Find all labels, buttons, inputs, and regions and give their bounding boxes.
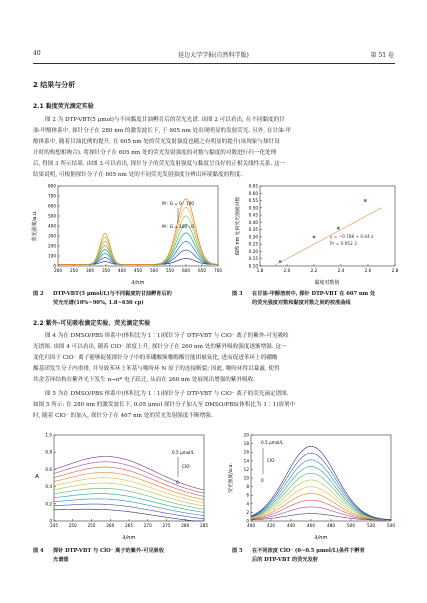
caption-line: 在不同浓度 ClO⁻ (0~0.5 μmol/L)条件下孵育 <box>252 548 365 554</box>
x-tick-label: 440 <box>287 523 295 528</box>
text-line: 醇体系中, 随着甘油比例的提升, 在 605 nm 处的荧光发射强度也随之有明显的提升(该现象与探针设 <box>33 139 280 145</box>
x-tick-label: 300 <box>86 268 94 273</box>
y-tick-label: 0.45 <box>248 212 258 218</box>
x-tick-label: 2.8 <box>391 268 399 273</box>
caption-number: 图 5 <box>232 548 243 554</box>
plot-frame <box>54 435 204 521</box>
data-point <box>313 236 316 239</box>
emission-curve <box>251 453 391 520</box>
x-axis-label: λ/nm <box>122 535 136 541</box>
caption-number: 图 2 <box>33 291 44 297</box>
clo-label: ClO⁻ <box>182 464 192 469</box>
y-tick-label: 2 <box>246 509 249 515</box>
page-number: 40 <box>33 50 41 57</box>
x-tick-label: 2.0 <box>283 268 291 273</box>
subsection-title-2-2: 2.2 紫外-可见吸收滴定实验、荧光滴定实验 <box>33 320 151 327</box>
x-tick-label: 1.8 <box>256 268 264 273</box>
y-tick-label: 0.55 <box>248 198 258 204</box>
absorption-curve <box>54 488 204 509</box>
spectrum-curve <box>58 259 218 265</box>
y-tick-label: 100 <box>48 253 56 259</box>
x-tick-label: 265 <box>125 523 133 528</box>
emission-curve <box>251 487 391 520</box>
x-tick-label: 250 <box>68 523 77 528</box>
figure-5-chart <box>225 432 400 542</box>
text-line: 图 5 为在 DMSO/PBS 体系中(体积比为 1∶1)探针分子 DTP-VBT 与 ClO⁻ 离子的荧光滴定谱图. <box>45 391 289 397</box>
x-tick-label: 400 <box>118 268 126 273</box>
x-tick-label: 200 <box>54 268 62 273</box>
x-tick-label: 700 <box>214 268 222 273</box>
text-line: 酯基团发生分子内重排, 并导致苯环上苯基与噻吩环 N 原子的连接断裂; 因此, 噻吩环得以暴露, 使得 <box>33 366 280 372</box>
text-line: 时, 随着 ClO⁻ 的加入, 探针分子在 467 nm 处的荧光发射强度不断增强. <box>33 413 213 419</box>
caption-line: 荧光光谱(10%~90%, 1.8~630 cp) <box>53 300 144 306</box>
concentration-top: 0.5 μmol/L <box>172 450 195 455</box>
journal-title: 延边大学学报(自然科学版) <box>178 52 249 59</box>
y-tick-label: 0.35 <box>248 227 258 233</box>
y-tick-label: 20 <box>243 432 249 438</box>
x-ticks <box>54 264 222 273</box>
data-point <box>337 227 340 230</box>
x-axis-label: 黏度对数值 <box>314 280 340 286</box>
absorption-curve <box>54 483 204 506</box>
concentration-bottom: 0 <box>261 478 264 483</box>
x-tick-label: 540 <box>387 523 395 528</box>
x-tick-label: 400 <box>247 523 255 528</box>
data-point <box>279 260 282 263</box>
x-tick-label: 2.2 <box>310 268 318 273</box>
y-tick-label: 200 <box>48 243 56 249</box>
y-ticks <box>48 184 60 269</box>
y-tick-label: 0 <box>49 518 52 524</box>
y-tick-label: 0 <box>246 518 249 524</box>
x-ticks <box>247 519 395 528</box>
caption-number: 图 3 <box>232 291 243 297</box>
x-tick-label: 420 <box>267 523 275 528</box>
y-tick-label: 0.30 <box>248 234 258 240</box>
y-tick-label: 600 <box>48 203 56 209</box>
volume-label: 第 51 卷 <box>370 52 394 59</box>
x-tick-label: 2.4 <box>337 268 345 273</box>
y-axis-label: 荧光强度/a.u. <box>229 463 234 493</box>
y-tick-label: 1.0 <box>45 432 52 438</box>
y-tick-label: 800 <box>48 183 56 189</box>
emission-curve <box>251 473 391 520</box>
caption-line: 后的 DTP-VBT 的荧光发射 <box>252 557 318 563</box>
y-tick-label: 4 <box>246 501 249 507</box>
header-rule <box>33 63 395 64</box>
calibration-points <box>274 199 382 266</box>
emission-curve <box>251 460 391 520</box>
x-tick-label: 550 <box>166 268 174 273</box>
subsection-title-2-1: 2.1 黏度荧光滴定实验 <box>33 103 94 110</box>
x-axis-label: λ/nm <box>131 280 145 286</box>
text-line: 如图 5 所示: 在 280 nm 的激发波长下, 0.05 μmol 探针分子加入至 DMSO/PBS(体积比为 1∶1)溶剂中 <box>33 402 296 408</box>
x-axis-label: λ/nm <box>314 535 328 541</box>
y-tick-label: 0.50 <box>248 205 258 211</box>
data-point <box>364 199 367 202</box>
y-axis-label: 605 nm 处的荧光强度对数 <box>236 196 241 256</box>
x-tick-label: 520 <box>367 523 375 528</box>
text-line: 其余芳环结构在紫外光下发生 π→π* 电子跃迁, 从而在 260 nm 处展现出增强的紫外吸收. <box>33 377 256 383</box>
spectrum-curve <box>58 216 218 265</box>
x-tick-label: 350 <box>102 268 110 273</box>
paragraph-2-1 <box>33 115 395 181</box>
x-tick-label: 500 <box>150 268 158 273</box>
caption-line: 在甘油-甲醇溶剂中, 探针 DTP-VBT 在 607 nm 处 <box>252 291 376 297</box>
x-tick-label: 285 <box>200 523 208 528</box>
x-tick-label: 650 <box>198 268 206 273</box>
x-tick-label: 275 <box>162 523 171 528</box>
figure-4-caption <box>33 547 218 565</box>
y-tick-label: 0.4 <box>45 484 52 490</box>
y-tick-label: 0.15 <box>248 256 258 262</box>
y-axis-label: A <box>35 474 39 480</box>
text-line: 计时的构想相吻合). 将探针分子在 605 nm 处的荧光发射强度的对数与黏度的对数进行归一化处理 <box>33 150 277 156</box>
x-tick-label: 260 <box>106 523 115 528</box>
legend-top: M : G = 0 : 100 <box>162 201 194 206</box>
y-ticks <box>244 433 253 524</box>
figure-2-chart <box>28 183 228 287</box>
x-tick-label: 450 <box>134 268 142 273</box>
concentration-bottom: 0 <box>176 480 179 485</box>
y-tick-label: 10 <box>243 475 249 481</box>
spectrum-curve <box>58 224 218 264</box>
y-tick-label: 0.60 <box>248 190 258 196</box>
absorption-curve <box>54 467 204 496</box>
y-tick-label: 500 <box>48 213 56 219</box>
x-tick-label: 245 <box>50 523 58 528</box>
y-tick-label: 14 <box>243 458 249 464</box>
figure-4-chart <box>28 432 218 542</box>
y-tick-label: 700 <box>48 193 56 199</box>
text-line: 油-甲醇体系中, 探针分子在 280 nm 的激发波长下, 于 605 nm 处出现明显的发射荧光. 另外, 在甘油-甲 <box>33 128 292 134</box>
caption-line: 光谱图 <box>53 557 69 563</box>
fit-equation: y = −0.788 + 0.44 x <box>330 234 374 239</box>
absorption-curve <box>54 457 204 491</box>
text-line: 光谱图. 由图 4 可以看出, 随着 ClO⁻ 浓度上升, 探针分子在 260 nm 处的紫外吸收强度逐渐增强. 这一 <box>33 344 287 350</box>
r-squared: R² = 0.952 3 <box>330 241 357 246</box>
clo-label: ClO⁻ <box>267 458 277 463</box>
y-tick-label: 0.25 <box>248 241 258 247</box>
caption-line: 的荧光强度对数和黏度对数之间的校准曲线 <box>252 300 351 306</box>
y-tick-label: 0.65 <box>248 183 258 189</box>
caption-line: DTP-VBT(5 μmol/L)与不同黏度的甘油孵育后的 <box>53 291 172 297</box>
y-tick-label: 8 <box>246 484 249 490</box>
text-line: 后, 得图 3 所示结果. 由图 3 可以看出, 探针分子的荧光发射强度与黏度呈良好的正相关线性关系. 这一 <box>33 161 286 167</box>
x-tick-label: 600 <box>182 268 190 273</box>
y-axis-label: 荧光强度/a.u. <box>32 210 38 242</box>
y-tick-label: 400 <box>48 223 56 229</box>
figure-3-caption <box>232 290 397 308</box>
spectrum-curve <box>58 207 218 264</box>
y-tick-label: 0 <box>53 263 56 269</box>
x-ticks <box>257 264 399 273</box>
x-tick-label: 480 <box>327 523 335 528</box>
caption-line: 探针 DTP-VBT 与 ClO⁻ 离子的紫外-可见吸收 <box>53 548 165 554</box>
y-tick-label: 0.40 <box>248 219 258 225</box>
concentration-top: 0.5 μmol/L <box>261 440 284 445</box>
y-tick-label: 18 <box>243 441 249 447</box>
y-tick-label: 0.8 <box>45 449 52 455</box>
spectrum-curve <box>58 250 218 264</box>
paragraph-2-2b <box>33 389 395 422</box>
x-tick-label: 250 <box>70 268 78 273</box>
y-tick-label: 300 <box>48 233 56 239</box>
x-tick-label: 280 <box>181 523 190 528</box>
legend-bottom: M : G = 100 : 0 <box>162 224 194 229</box>
x-ticks <box>50 519 208 528</box>
figure-3-chart <box>232 183 402 287</box>
x-tick-label: 460 <box>307 523 315 528</box>
caption-number: 图 4 <box>33 548 44 554</box>
section-title: 2 结果与分析 <box>33 81 76 89</box>
y-tick-label: 6 <box>246 492 249 498</box>
text-line: 图 4 为在 DMSO/PBS 体系中(体积比为 1∶1)探针分子 DTP-VBT 与 ClO⁻ 离子的紫外-可见吸收 <box>45 333 289 339</box>
text-line: 变化归因于 ClO⁻ 离子能够促使探针分子中的苯硼酸频哪醇酯官能团被氧化, 进而促进苯环上的硼酸 <box>33 355 278 361</box>
text-line: 结果说明, 可根据探针分子在 605 nm 处的不同荧光发射强度分辨出环境黏度的程度. <box>33 172 243 178</box>
figure-2-caption <box>33 290 223 308</box>
y-tick-label: 0.2 <box>45 501 52 507</box>
x-tick-label: 255 <box>87 523 96 528</box>
paragraph-2-2a <box>33 331 395 386</box>
text-line: 图 2 为 DTP-VBT(5 μmol)与不同黏度甘油孵育后的荧光光谱. 由图 2 可以看出, 在不同黏度的甘 <box>45 117 285 123</box>
y-tick-label: 16 <box>243 449 249 455</box>
x-tick-label: 2.6 <box>364 268 372 273</box>
y-tick-label: 0.20 <box>248 248 258 254</box>
spectra-curves <box>58 199 218 265</box>
plot-frame <box>260 186 395 266</box>
y-tick-label: 0.6 <box>45 466 52 472</box>
figure-5-caption <box>232 547 402 565</box>
y-tick-label: 12 <box>243 466 249 472</box>
x-tick-label: 270 <box>143 523 152 528</box>
emission-curve <box>251 467 391 520</box>
y-tick-label: 0.10 <box>248 263 258 269</box>
x-tick-label: 500 <box>347 523 355 528</box>
spectrum-curve <box>58 242 218 265</box>
